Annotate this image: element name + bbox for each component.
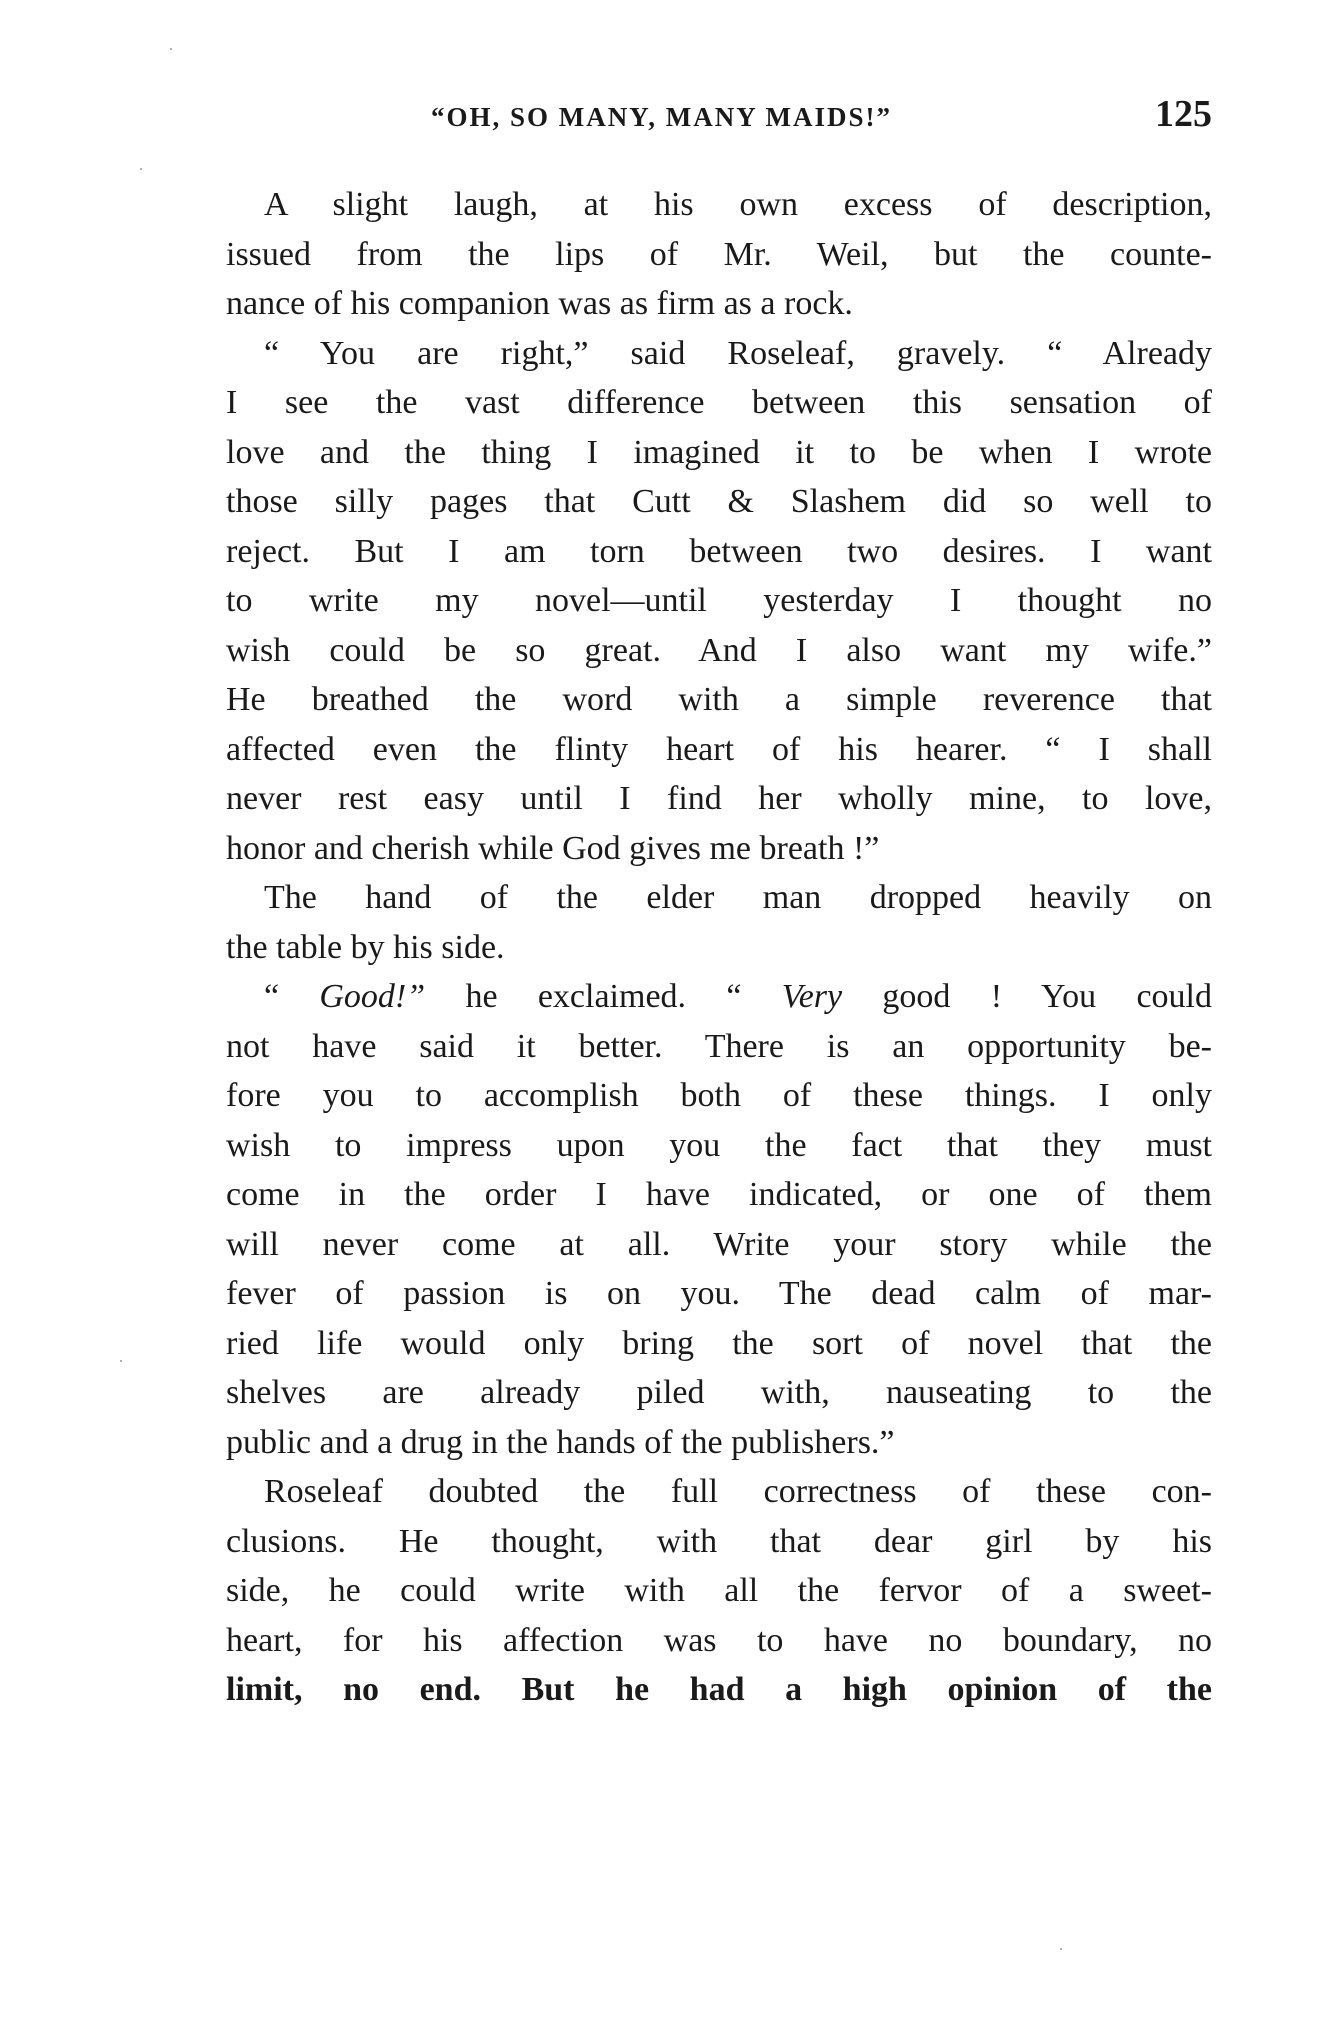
- text-fragment: “: [264, 978, 320, 1015]
- text-line: The hand of the elder man dropped heavily on: [264, 879, 1212, 916]
- text-line: Roseleaf doubted the full correctness of these con-: [264, 1473, 1212, 1510]
- text-line: A slight laugh, at his own excess of description,: [264, 186, 1212, 223]
- text-line: He breathed the word with a simple reverence that: [226, 681, 1212, 718]
- running-title: “OH, SO MANY, MANY MAIDS!”: [431, 102, 892, 132]
- text-line: public and a drug in the hands of the publishers.”: [226, 1423, 895, 1461]
- text-line: side, he could write with all the fervor of a sweet-: [226, 1572, 1212, 1609]
- emphasis-good: Good!”: [319, 978, 426, 1015]
- paper-speck: [170, 48, 172, 50]
- text-line: clusions. He thought, with that dear girl by his: [226, 1522, 1212, 1560]
- text-line: fever of passion is on you. The dead calm of mar-: [226, 1275, 1212, 1312]
- text-line: to write my novel—until yesterday I thought no: [226, 582, 1212, 619]
- text-line: affected even the flinty heart of his hearer. “ I shall: [226, 730, 1212, 768]
- text-line: not have said it better. There is an opportunity be-: [226, 1027, 1212, 1065]
- paper-speck: [120, 1360, 122, 1362]
- text-fragment: he exclaimed. “: [425, 978, 782, 1015]
- text-line: nance of his companion was as firm as a rock.: [226, 285, 853, 322]
- text-line: the table by his side.: [226, 928, 505, 966]
- text-line: fore you to accomplish both of these things. I only: [226, 1077, 1212, 1114]
- text-line: love and the thing I imagined it to be when I wrote: [226, 433, 1212, 471]
- text-line: will never come at all. Write your story while the: [226, 1225, 1212, 1263]
- text-line: come in the order I have indicated, or one of them: [226, 1176, 1212, 1213]
- body-text: [226, 180, 1212, 1715]
- text-line: honor and cherish while God gives me breath !”: [226, 829, 880, 867]
- text-line: wish to impress upon you the fact that they must: [226, 1126, 1212, 1164]
- text-line: issued from the lips of Mr. Weil, but the counte-: [226, 235, 1212, 273]
- text-line: wish could be so great. And I also want my wife.”: [226, 631, 1212, 669]
- running-head: [226, 92, 1212, 142]
- text-line: those silly pages that Cutt & Slashem did so well to: [226, 483, 1212, 520]
- text-line-with-emphasis: [226, 972, 1212, 1022]
- text-line: “ You are right,” said Roseleaf, gravely. “ Already: [264, 334, 1212, 372]
- text-line: ried life would only bring the sort of novel that the: [226, 1324, 1212, 1362]
- emphasis-very: Very: [781, 978, 843, 1015]
- text-line: limit, no end. But he had a high opinion of the: [226, 1671, 1212, 1708]
- text-fragment: good ! You could: [842, 978, 1213, 1015]
- paper-speck: [1060, 1948, 1062, 1950]
- text-line: heart, for his affection was to have no boundary, no: [226, 1621, 1212, 1659]
- text-line: never rest easy until I find her wholly mine, to love,: [226, 780, 1212, 817]
- page-number: 125: [1155, 93, 1212, 135]
- text-line: I see the vast difference between this sensation of: [226, 384, 1212, 421]
- paper-speck: [140, 168, 142, 170]
- text-line: shelves are already piled with, nauseating to the: [226, 1374, 1212, 1411]
- text-line: reject. But I am torn between two desires. I want: [226, 532, 1212, 570]
